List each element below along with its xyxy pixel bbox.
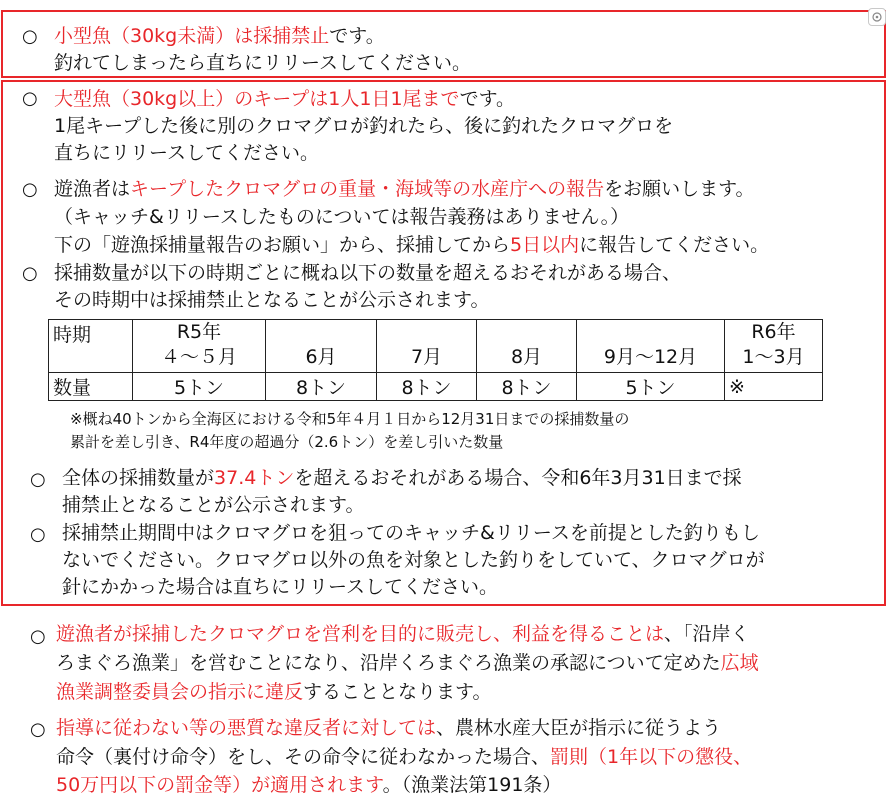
table-row-period <box>49 320 823 373</box>
item6-line3: 漁業調整委員会の指示に違反することとなります。 <box>56 681 492 703</box>
item5-line2: ないでください。クロマグロ以外の魚を対象とした釣りをしていて、クロマグロが <box>62 549 765 571</box>
item2-line1: 遊漁者はキープしたクロマグロの重量・海域等の水産庁への報告をお願いします。 <box>54 178 755 200</box>
bullet-circle-icon: ○ <box>22 26 38 47</box>
quantity-cell: 5トン <box>133 373 266 401</box>
bullet-circle-icon: ○ <box>22 179 38 200</box>
box1-line2: 釣れてしまったら直ちにリリースしてください。 <box>54 52 472 74</box>
box1-line1: 小型魚（30kg未満）は採捕禁止です。 <box>54 25 385 47</box>
expand-icon[interactable] <box>868 8 886 26</box>
item4-line2: 捕禁止となることが公示されます。 <box>62 494 365 516</box>
item6-line2: ろまぐろ漁業」を営むことになり、沿岸くろまぐろ漁業の承認について定めた広域 <box>56 652 759 674</box>
quantity-cell: 5トン <box>577 373 725 401</box>
bullet-circle-icon: ○ <box>30 626 46 647</box>
quantity-cell: 8トン <box>377 373 477 401</box>
item3-line2: その時期中は採捕禁止となることが公示されます。 <box>54 289 490 311</box>
item7-line3: 50万円以下の罰金等）が適用されます。（漁業法第191条） <box>56 774 562 796</box>
item5-line1: 採捕禁止期間中はクロマグロを狙ってのキャッチ&リリースを前提とした釣りもし <box>62 522 760 544</box>
quantity-cell: 8トン <box>266 373 377 401</box>
period-cell: 9月～12月 <box>577 320 725 373</box>
table-row-quantity <box>49 373 823 401</box>
item7-line2: 命令（裏付け命令）をし、その命令に従わなかった場合、罰則（1年以下の懲役、 <box>56 746 753 768</box>
item4-line1: 全体の採捕数量が37.4トンを超えるおそれがある場合、令和6年3月31日まで採 <box>62 467 742 489</box>
item6-line1: 遊漁者が採捕したクロマグロを営利を目的に販売し、利益を得ることは、「沿岸く <box>56 623 750 645</box>
item7-line1: 指導に従わない等の悪質な違反者に対しては、農林水産大臣が指示に従うよう <box>56 717 722 739</box>
period-cell: 7月 <box>377 320 477 373</box>
period-cell: 8月 <box>477 320 577 373</box>
footnote-line2: 累計を差し引き、R4年度の超過分（2.6トン）を差し引いた数量 <box>70 433 504 451</box>
item2-line3: 下の「遊漁採捕量報告のお願い」から、採捕してから5日以内に報告してください。 <box>54 234 770 256</box>
item5-line3: 針にかかった場合は直ちにリリースしてください。 <box>62 576 499 598</box>
period-cell: R5年 ４～５月 <box>133 320 266 373</box>
footnote-line1: ※概ね40トンから全海区における令和5年４月１日から12月31日までの採捕数量の <box>70 410 630 428</box>
quantity-cell: 8トン <box>477 373 577 401</box>
quantity-cell: ※ <box>725 373 823 401</box>
bullet-circle-icon: ○ <box>22 263 38 284</box>
quantity-header-cell: 数量 <box>49 373 133 401</box>
period-cell: 6月 <box>266 320 377 373</box>
item2-line2: （キャッチ&リリースしたものについては報告義務はありません。） <box>54 206 630 228</box>
period-header-cell: 時期 <box>49 320 133 373</box>
item1-line2: 1尾キープした後に別のクロマグロが釣れたら、後に釣れたクロマグロを <box>54 115 674 137</box>
period-cell: R6年 1～3月 <box>725 320 823 373</box>
quota-table <box>48 319 823 401</box>
bullet-circle-icon: ○ <box>30 524 46 545</box>
item1-line1: 大型魚（30kg以上）のキープは1人1日1尾までです。 <box>54 88 516 110</box>
bullet-circle-icon: ○ <box>30 719 46 740</box>
item3-line1: 採捕数量が以下の時期ごとに概ね以下の数量を超えるおそれがある場合、 <box>54 262 682 284</box>
item1-line3: 直ちにリリースしてください。 <box>54 142 320 164</box>
bullet-circle-icon: ○ <box>22 88 38 109</box>
bullet-circle-icon: ○ <box>30 469 46 490</box>
